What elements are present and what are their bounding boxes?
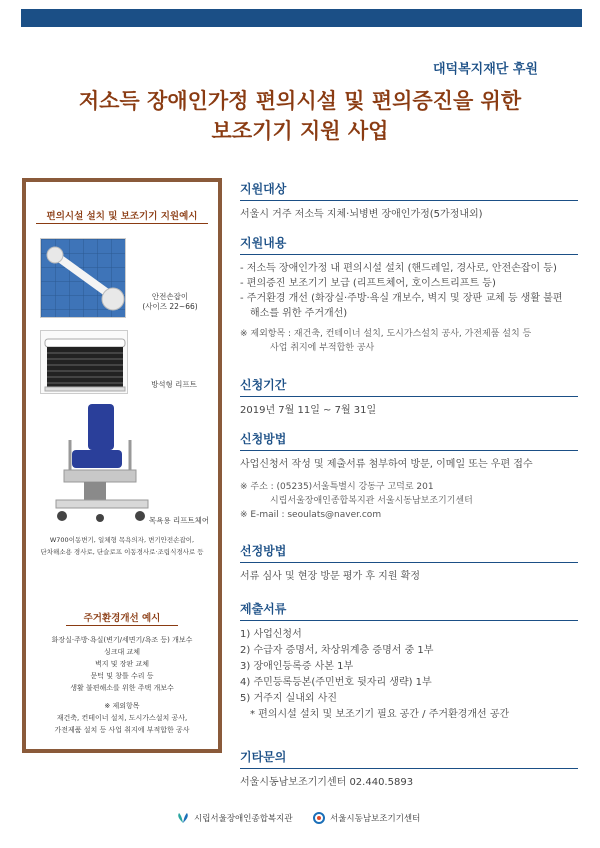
- section-target: [240, 180, 578, 222]
- title-line-2: 보조기기 지원 사업: [211, 119, 389, 143]
- section-body: - 저소득 장애인가정 내 편의시설 설치 (핸드레일, 경사로, 안전손잡이 등) - 편의증진 보조기기 보급 (리프트체어, 호이스트리프트 등) - 주거환경 개선 (화장실·주방·욕실 개보수, 벽지 및 장판 교체 등 생활 불편 해소를 위한 주거개선) ※ 제외항목 : 재건축, 컨테이너 설치, 도시가스설치 공사, 가전제품 설치 등 사업 취지에 부적합한 공사: [240, 263, 563, 353]
- page-title: [0, 86, 600, 146]
- section-selection: [240, 542, 578, 584]
- housing-heading-rule: [66, 625, 178, 626]
- section-title: 선정방법: [240, 542, 578, 563]
- assistive-center-logo-icon: [312, 812, 326, 824]
- section-body: 2019년 7월 11일 ~ 7월 31일: [240, 405, 377, 416]
- exclude-title: ※ 제외항목: [104, 702, 140, 710]
- bath-lift-chair-caption: 목욕용 리프트체어: [148, 516, 210, 525]
- safety-handle-image: [40, 238, 126, 318]
- cushion-lift-image: [40, 330, 128, 394]
- section-body: 서울시동남보조기기센터 02.440.5893: [240, 777, 414, 788]
- equipment-examples: W700이동변기, 일체형 목욕의자, 변기안전손잡이, 단차해소용 경사로, 단슬로프 이동경사로·조립식경사로 등: [40, 536, 204, 556]
- examples-heading: 편의시설 설치 및 보조기기 지원예시: [46, 211, 198, 222]
- section-method: [240, 430, 578, 522]
- section-title: 신청방법: [240, 430, 578, 451]
- welfare-center-logo-icon: [176, 812, 190, 824]
- cushion-lift-caption: 방석형 리프트: [151, 380, 197, 389]
- sponsor-label: 대덕복지재단 후원: [433, 62, 538, 77]
- examples-panel: [22, 178, 222, 753]
- section-title: 지원대상: [240, 180, 578, 201]
- section-contact: [240, 748, 578, 790]
- section-body: 1) 사업신청서 2) 수급자 증명서, 차상위계층 증명서 중 1부 3) 장애인등록증 사본 1부 4) 주민등록등본(주민번호 뒷자리 생략) 1부 5) 거주지 실내외 사진 * 편의시설 설치 및 보조기기 필요 공간 / 주거환경개선 공간: [240, 629, 510, 720]
- footer-org-2: 서울시동남보조기기센터: [312, 812, 420, 824]
- section-body: 서류 심사 및 현장 방문 평가 후 지원 확정: [240, 571, 420, 582]
- top-banner-bar: [21, 9, 582, 27]
- heading-rule: [36, 223, 208, 224]
- section-content: [240, 234, 578, 355]
- bath-lift-chair-illustration: [40, 400, 160, 530]
- section-title: 신청기간: [240, 376, 578, 397]
- safety-handle-caption: 안전손잡이 (사이즈 22~66): [142, 292, 198, 311]
- bath-lift-chair-image: [40, 400, 160, 530]
- footer-org-1: 시립서울장애인종합복지관: [176, 812, 293, 824]
- section-title: 지원내용: [240, 234, 578, 255]
- section-title: 기타문의: [240, 748, 578, 769]
- section-period: [240, 376, 578, 418]
- safety-handle-illustration: [41, 239, 126, 318]
- housing-examples-list: 화장실·주방·욕실(변기/세면기/욕조 등) 개보수 싱크대 교체 벽지 및 장판 교체 문턱 및 창틀 수리 등 생활 불편해소를 위한 주택 개보수 ※ 제외항목 재건축, 컨테이너 설치, 도시가스설치 공사, 가전제품 설치 등 사업 취지에 부적합한 공사: [30, 634, 214, 736]
- title-line-1: 저소득 장애인가정 편의시설 및 편의증진을 위한: [78, 89, 522, 113]
- housing-examples-heading: 주거환경개선 예시: [83, 613, 161, 624]
- section-body: 사업신청서 작성 및 제출서류 첨부하여 방문, 이메일 또는 우편 접수 ※ 주소 : (05235)서울특별시 강동구 고덕로 201 시립서울장애인종합복지관 서울시동남보조기기센터 ※ E-mail : seoulats@naver.com: [240, 457, 578, 522]
- contact-email: ※ E-mail : seoulats@naver.com: [240, 510, 382, 520]
- section-body: 서울시 거주 저소득 지체·뇌병변 장애인가정(5가정내외): [240, 209, 483, 220]
- section-documents: [240, 600, 578, 723]
- section-title: 제출서류: [240, 600, 578, 621]
- cushion-lift-illustration: [41, 331, 128, 394]
